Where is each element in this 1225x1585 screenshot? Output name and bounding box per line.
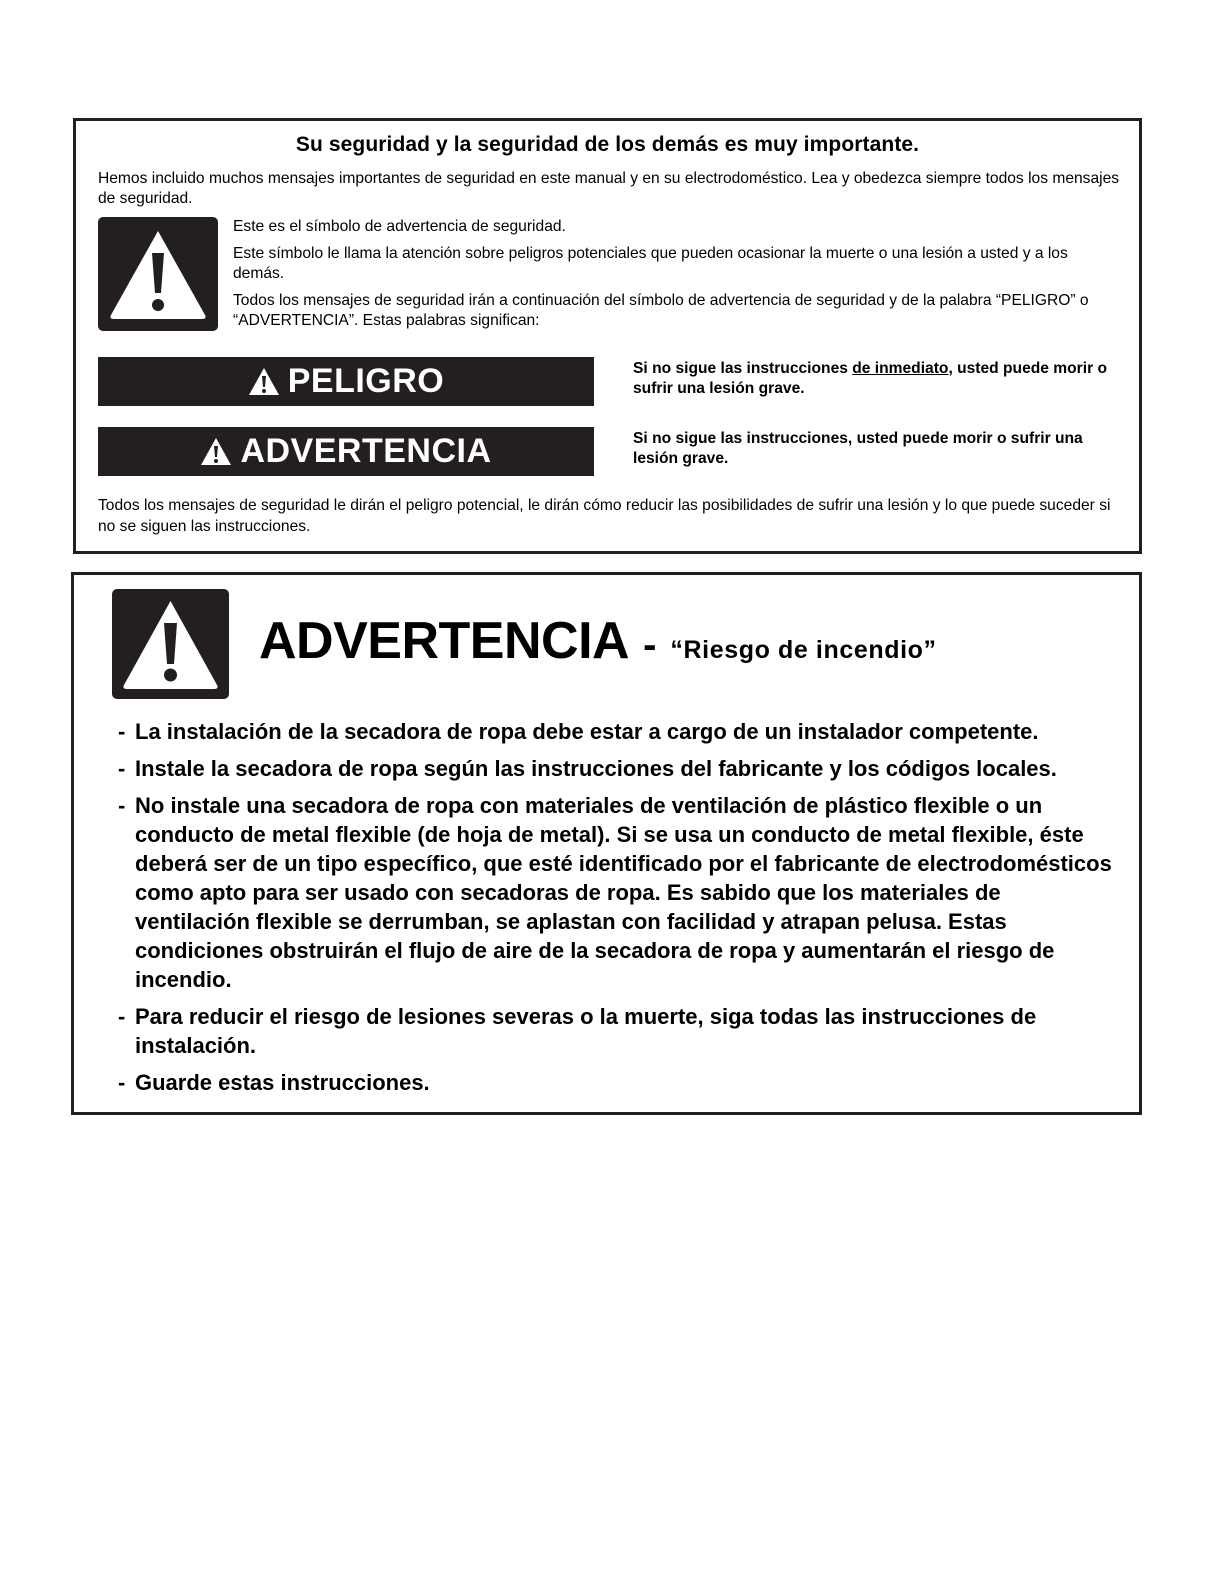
safety-outro: Todos los mensajes de seguridad le dirán el peligro potencial, le dirán cómo reducir las posibilidades de sufrir una lesión y lo que puede suceder si no se siguen las instrucciones.: [98, 497, 1111, 535]
warning-triangle-icon: [98, 217, 218, 331]
advertencia-banner: [98, 427, 594, 476]
peligro-label: PELIGRO: [287, 362, 445, 400]
warning-triangle-icon: [200, 437, 232, 466]
advertencia-description: Si no sigue las instrucciones, usted puede morir o sufrir una lesión grave.: [633, 430, 1083, 467]
list-item: - Para reducir el riesgo de lesiones severas o la muerte, siga todas las instrucciones de instalación.: [118, 1002, 1119, 1060]
fire-warning-headline: [259, 611, 937, 671]
list-item: - Instale la secadora de ropa según las instrucciones del fabricante y los códigos locales.: [118, 754, 1119, 783]
peligro-banner: [98, 357, 594, 406]
list-item: - No instale una secadora de ropa con materiales de ventilación de plástico flexible o un conducto de metal flexible (de hoja de metal). Si se usa un conducto de metal flexible, éste deberá ser de un tipo específico, que esté identificado por el fabricante de electrodomésticos como apto para ser usado con secadoras de ropa. Es sabido que los materiales de ventilación flexible se derrumban, se aplastan con facilidad y atrapan pelusa. Estas condiciones obstruirán el flujo de aire de la secadora de ropa y aumentarán el riesgo de incendio.: [118, 791, 1119, 994]
symbol-line: Este símbolo le llama la atención sobre peligros potenciales que pueden ocasionar la muerte o una lesión a usted y a los demás.: [233, 245, 1068, 282]
fire-risk-subheading: “Riesgo de incendio”: [670, 636, 937, 664]
underlined-text: de inmediato: [852, 360, 949, 377]
symbol-explanation: [233, 217, 1123, 338]
symbol-line: Este es el símbolo de advertencia de seguridad.: [233, 218, 566, 235]
warning-triangle-icon: [112, 589, 229, 699]
safety-title: Su seguridad y la seguridad de los demás es muy importante.: [295, 133, 920, 156]
fire-warning-list: [118, 717, 1119, 1105]
safety-info-box: [73, 118, 1142, 554]
list-item: - Guarde estas instrucciones.: [118, 1068, 1119, 1097]
heading-dash: -: [643, 623, 657, 667]
advertencia-label: ADVERTENCIA: [240, 432, 492, 470]
symbol-line: Todos los mensajes de seguridad irán a continuación del símbolo de advertencia de seguridad y de la palabra “PELIGRO” o “ADVERTENCIA”. Estas palabras significan:: [233, 292, 1089, 329]
advertencia-heading: ADVERTENCIA: [259, 612, 630, 670]
safety-intro: Hemos incluido muchos mensajes importantes de seguridad en este manual y en su electrodoméstico. Lea y obedezca siempre todos los mensajes de seguridad.: [98, 170, 1120, 207]
list-item: - La instalación de la secadora de ropa debe estar a cargo de un instalador competente.: [118, 717, 1119, 746]
fire-warning-box: [71, 572, 1142, 1115]
peligro-description: Si no sigue las instrucciones de inmediato, usted puede morir o sufrir una lesión grave.: [633, 360, 1107, 397]
warning-triangle-icon: [248, 367, 280, 396]
